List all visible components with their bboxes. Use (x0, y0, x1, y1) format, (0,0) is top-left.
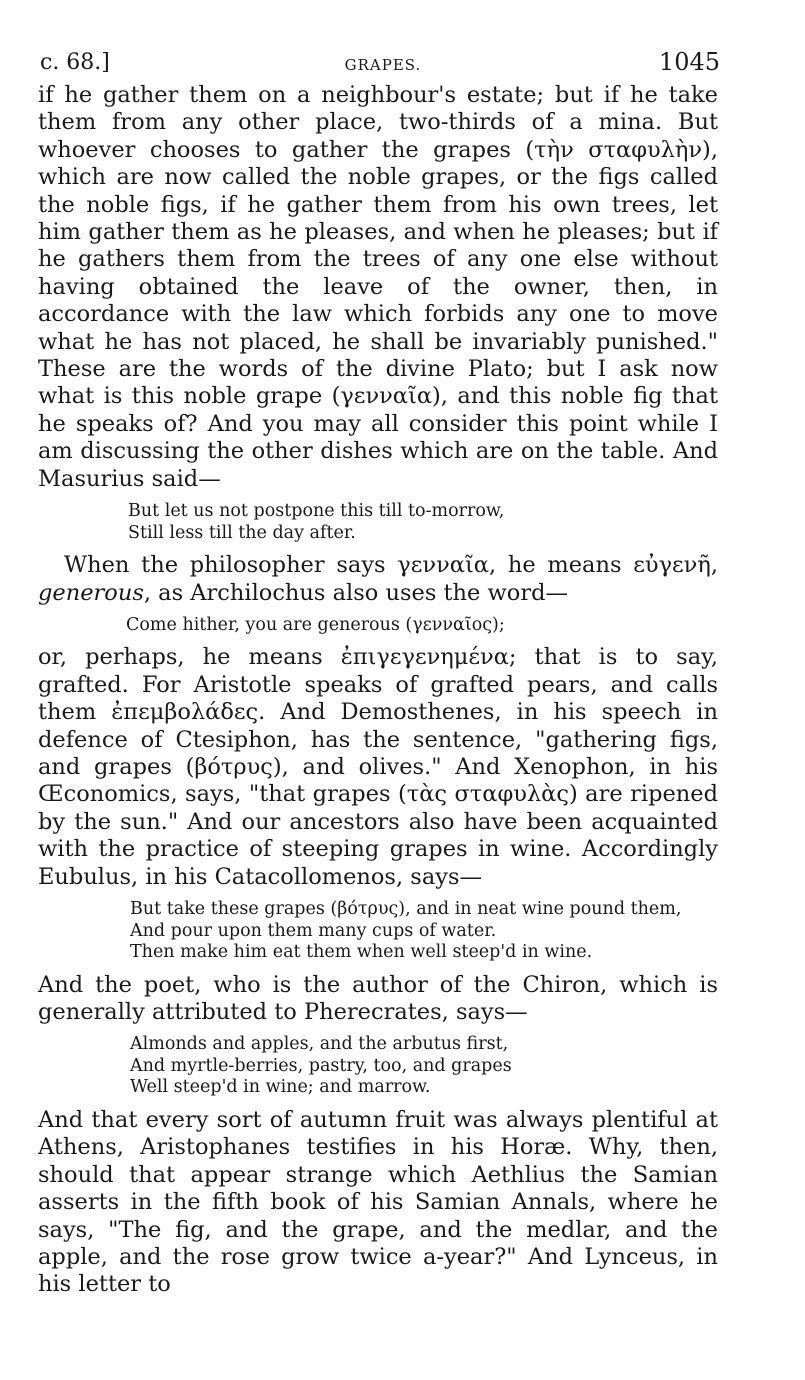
verse-line: But take these grapes (βότρυς), and in neat wine pound them, (130, 899, 682, 920)
verse-quote-2 (126, 615, 718, 637)
verse-quote-3 (130, 899, 718, 964)
paragraph-3: or, perhaps, he means ἐπιγεγενημένα; that is to say, grafted. For Aristotle speaks of grafted pears, and calls them ἐπεμβολάδες. And Demosthenes, in his speech in defence of Ctesiphon, has the sentence, "gathering figs, and grapes (βότρυς), and olives." And Xenophon, in his Œconomics, says, "that grapes (τὰς σταφυλὰς) are ripened by the sun." And our ancestors also have been acquainted with the practice of steeping grapes in wine. Accordingly Eubulus, in his Catacollomenos, says— (38, 644, 718, 890)
paragraph-2-text-end: , as Archilochus also uses the word— (143, 579, 568, 606)
verse-line: Still less till the day after. (128, 522, 356, 543)
paragraph-4: And the poet, who is the author of the Chiron, which is generally attributed to Pherecrates, says— (38, 971, 718, 1025)
page-number: 1045 (658, 48, 720, 76)
paragraph-5: And that every sort of autumn fruit was always plentiful at Athens, Aristophanes testifies in his Horæ. Why, then, should that appear strange which Aethlius the Samian asserts in the fifth book of his Samian Annals, where he says, "The fig, and the grape, and the medlar, and the apple, and the rose grow twice a-year?" And Lynceus, in his letter to (38, 1106, 718, 1298)
verse-line: Almonds and apples, and the arbutus first, (130, 1034, 509, 1055)
verse-line: Well steep'd in wine; and marrow. (130, 1077, 431, 1098)
book-page (38, 48, 718, 1299)
running-header (38, 48, 718, 82)
verse-line: And myrtle-berries, pastry, too, and grapes (130, 1055, 512, 1076)
paragraph-2 (38, 552, 718, 607)
verse-quote-4 (130, 1034, 718, 1099)
verse-quote-1 (128, 501, 718, 544)
chapter-reference: c. 68.] (40, 50, 110, 75)
verse-line: And pour upon them many cups of water. (130, 920, 497, 941)
paragraph-2-text: When the philosopher says γενναῖα, he means εὐγενῆ, (64, 552, 718, 579)
page-title: GRAPES. (344, 56, 422, 74)
verse-line: Come hither, you are generous (γενναῖος); (126, 614, 505, 635)
verse-line: Then make him eat them when well steep'd in wine. (130, 942, 593, 963)
verse-line: But let us not postpone this till to-morrow, (128, 501, 505, 522)
paragraph-1: if he gather them on a neighbour's estate; but if he take them from any other place, two-thirds of a mina. But whoever chooses to gather the grapes (τὴν σταφυλὴν), which are now called the noble grapes, or the figs called the noble figs, if he gather them from his own trees, let him gather them as he pleases, and when he pleases; but if he gathers them from the trees of any one else without having obtained the leave of the owner, then, in accordance with the law which forbids any one to move what he has not placed, he shall be invariably punished." These are the words of the divine Plato; but I ask now what is this noble grape (γενναῖα), and this noble fig that he speaks of? And you may all consider this point while I am discussing the other dishes which are on the table. And Masurius said— (38, 82, 718, 492)
paragraph-2-emphasis: generous (38, 579, 144, 606)
